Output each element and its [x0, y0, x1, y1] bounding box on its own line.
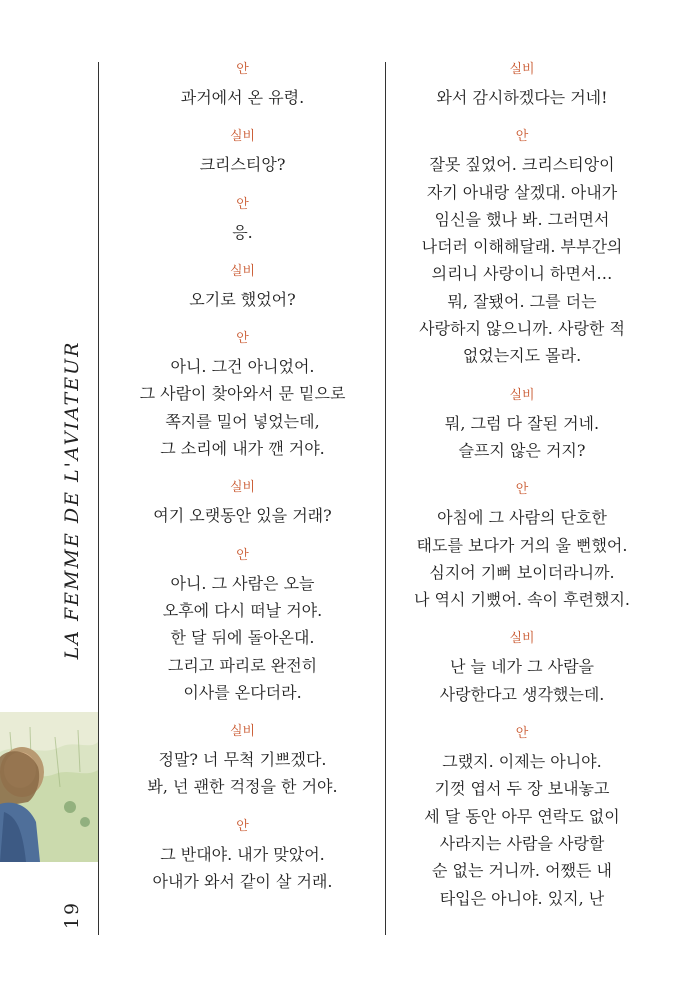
- dialogue-line: 그 사람이 찾아와서 문 밑으로: [139, 384, 346, 404]
- page-number: [54, 890, 90, 940]
- dialogue-line: 크리스티앙?: [199, 155, 286, 175]
- dialogue-line: 뭐, 그럼 다 잘된 거네.: [444, 413, 600, 433]
- dialogue-line: 뭐, 잘됐어. 그를 더는: [447, 291, 597, 311]
- dialogue-line: 아내가 와서 같이 살 거래.: [152, 872, 333, 892]
- dialogue-line: 사랑한다고 생각했는데.: [439, 684, 605, 704]
- speaker-name: 실비: [229, 129, 256, 145]
- dialogue-line: 태도를 보다가 거의 울 뻔했어.: [416, 535, 628, 555]
- watercolor-illustration: [0, 712, 98, 862]
- dialogue-block: [387, 724, 657, 912]
- dialogue-block: [100, 127, 385, 178]
- speaker-name: 실비: [509, 62, 535, 77]
- dialogue-line: 응.: [232, 222, 253, 242]
- dialogue-line: 슬프지 않은 거지?: [458, 440, 586, 460]
- dialogue-line: 쪽지를 밀어 넣었는데,: [165, 411, 320, 431]
- dialogue-line: 아니. 그 사람은 오늘: [170, 573, 315, 593]
- watercolor-figure-image: [0, 712, 98, 862]
- dialogue-column-left: [100, 60, 385, 911]
- speaker-name: 실비: [229, 480, 256, 496]
- dialogue-block: [387, 60, 657, 111]
- speaker-name: 안: [236, 196, 249, 212]
- speaker-name: 안: [236, 547, 249, 563]
- dialogue-block: [100, 817, 385, 896]
- speaker-name: 실비: [509, 387, 535, 403]
- dialogue-line: 오후에 다시 떠날 거야.: [162, 600, 323, 620]
- speaker-name: 안: [515, 129, 529, 145]
- dialogue-line: 아침에 그 사람의 단호한: [437, 508, 607, 528]
- page-number-text: 19: [61, 900, 83, 930]
- dialogue-line: 사라지는 사람을 사랑할: [439, 833, 605, 853]
- column-rule-left: [98, 62, 99, 935]
- dialogue-block: [100, 329, 385, 462]
- dialogue-block: [100, 60, 385, 111]
- dialogue-line: 그 소리에 내가 깬 거야.: [160, 439, 325, 459]
- dialogue-block: [100, 478, 385, 529]
- dialogue-line: 과거에서 온 유령.: [180, 88, 305, 107]
- dialogue-block: [100, 546, 385, 706]
- speaker-name: 안: [515, 726, 529, 742]
- speaker-name: 실비: [229, 263, 256, 279]
- dialogue-block: [387, 386, 657, 465]
- speaker-name: 안: [236, 62, 249, 77]
- dialogue-block: [387, 629, 657, 708]
- dialogue-line: 그 반대야. 내가 맞았어.: [160, 844, 325, 864]
- dialogue-line: 의리니 사랑이니 하면서…: [431, 264, 613, 284]
- dialogue-line: 나 역시 기뻤어. 속이 후련했지.: [414, 590, 630, 610]
- dialogue-line: 세 달 동안 아무 연락도 없이: [424, 806, 620, 826]
- column-rule-middle: [385, 62, 386, 935]
- dialogue-line: 한 달 뒤에 돌아온대.: [170, 628, 315, 648]
- dialogue-line: 와서 감시하겠다는 거네!: [436, 88, 608, 107]
- dialogue-line: 오기로 했었어?: [189, 289, 296, 309]
- dialogue-line: 정말? 너 무척 기쁘겠다.: [158, 750, 327, 770]
- dialogue-line: 아니. 그건 아니었어.: [170, 357, 315, 377]
- dialogue-block: [100, 195, 385, 246]
- dialogue-line: 봐, 넌 괜한 걱정을 한 거야.: [147, 777, 338, 797]
- dialogue-line: 사랑하지 않으니까. 사랑한 적: [419, 319, 625, 339]
- dialogue-line: 없었는지도 몰라.: [462, 346, 582, 366]
- dialogue-line: 난 늘 네가 그 사람을: [450, 657, 594, 677]
- dialogue-line: 나더러 이해해달래. 부부간의: [421, 237, 623, 257]
- dialogue-line: 그리고 파리로 완전히: [167, 655, 318, 675]
- dialogue-line: 순 없는 거니까. 어쨌든 내: [432, 861, 612, 881]
- dialogue-block: [387, 480, 657, 613]
- dialogue-block: [100, 722, 385, 801]
- speaker-name: 실비: [229, 724, 256, 740]
- dialogue-line: 자기 아내랑 살겠대. 아내가: [426, 182, 618, 202]
- dialogue-line: 심지어 기뻐 보이더라니까.: [429, 562, 615, 582]
- running-title-text: LA FEMME DE L'AVIATEUR: [61, 340, 83, 660]
- dialogue-block: [100, 262, 385, 313]
- dialogue-line: 그랬지. 이제는 아니야.: [442, 752, 602, 772]
- speaker-name: 안: [515, 482, 529, 498]
- dialogue-line: 타입은 아니야. 있지, 난: [439, 888, 605, 908]
- speaker-name: 안: [236, 331, 249, 347]
- dialogue-column-right: [387, 60, 657, 928]
- speaker-name: 안: [236, 818, 249, 834]
- dialogue-line: 잘못 짚었어. 크리스티앙이: [429, 155, 615, 175]
- dialogue-line: 기껏 엽서 두 장 보내놓고: [434, 779, 610, 799]
- dialogue-line: 임신을 했나 봐. 그러면서: [434, 209, 610, 229]
- dialogue-line: 여기 오랫동안 있을 거래?: [153, 506, 332, 526]
- dialogue-line: 이사를 온다더라.: [183, 682, 302, 702]
- dialogue-block: [387, 127, 657, 369]
- speaker-name: 실비: [509, 631, 535, 647]
- running-title: [54, 340, 90, 660]
